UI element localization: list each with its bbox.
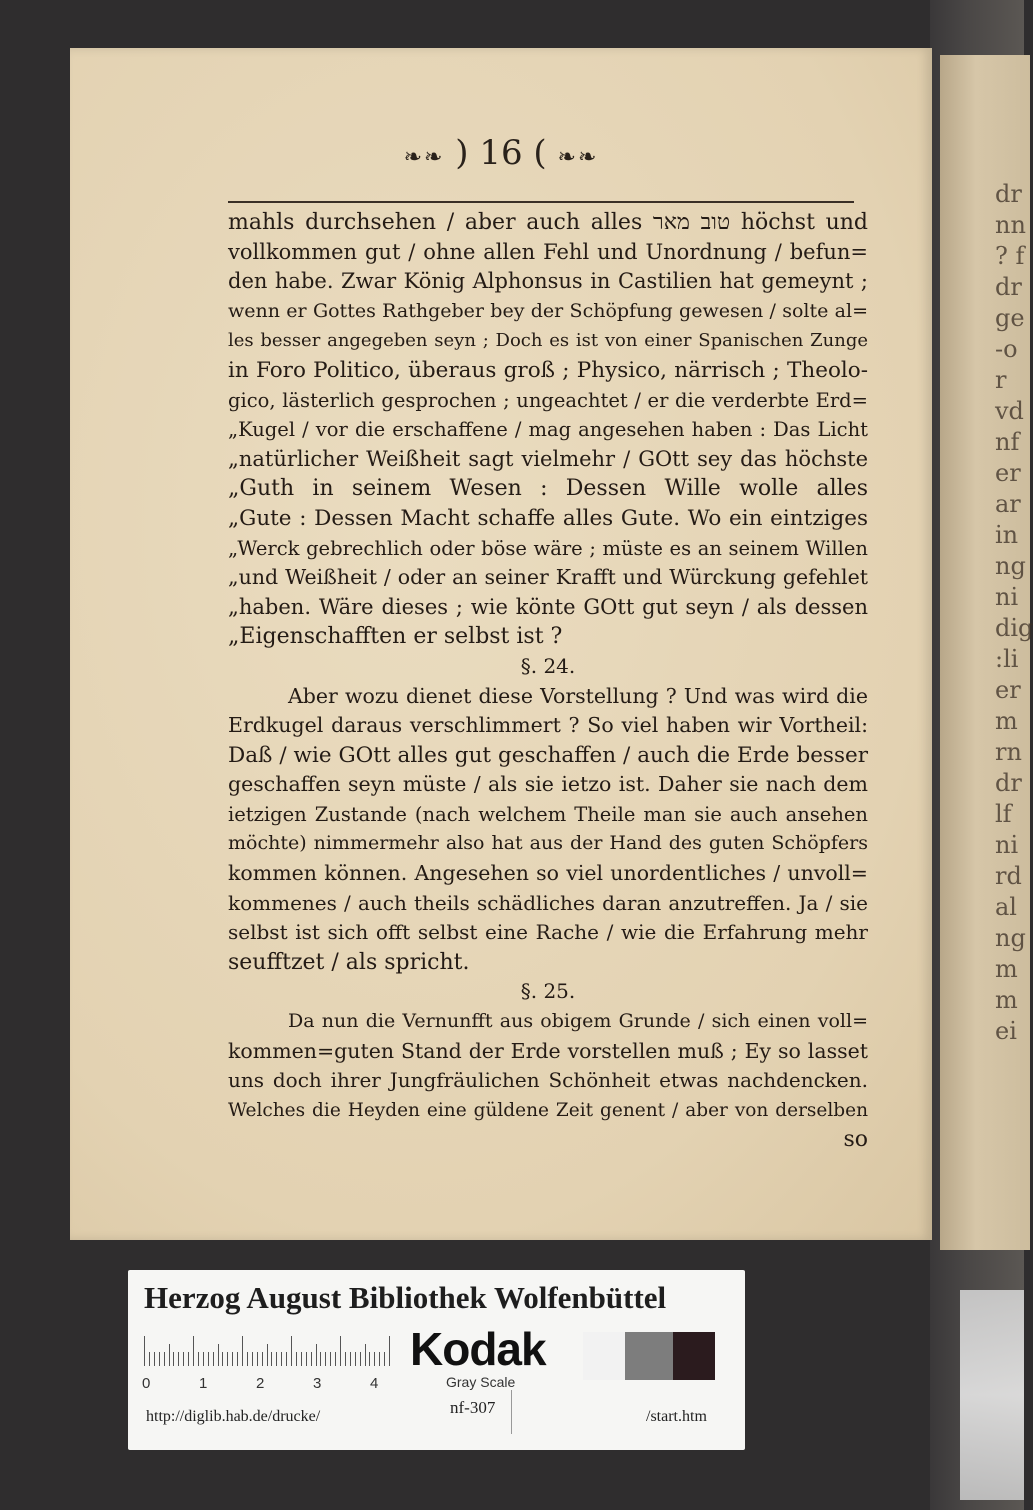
ruler-tick bbox=[335, 1352, 336, 1366]
next-page-fragment: nf bbox=[995, 428, 1020, 456]
ruler-tick bbox=[188, 1352, 189, 1366]
ruler-tick bbox=[389, 1336, 390, 1366]
ruler-tick bbox=[178, 1352, 179, 1366]
glossy-strip bbox=[960, 1290, 1024, 1500]
ruler-tick bbox=[149, 1352, 150, 1366]
next-page-fragment: ar bbox=[995, 490, 1021, 518]
ruler-tick bbox=[369, 1352, 370, 1366]
shelfmark: nf-307 bbox=[450, 1398, 496, 1417]
next-page-fragment: dr bbox=[995, 769, 1022, 797]
text-line: „haben. Wäre dieses ; wie könte GOtt gut seyn / als dessen bbox=[228, 594, 868, 619]
ruler-tick bbox=[311, 1352, 312, 1366]
header-rule bbox=[228, 201, 854, 203]
ruler-tick bbox=[301, 1352, 302, 1366]
next-page-edge bbox=[940, 55, 1033, 1250]
text-line: §. 25. bbox=[520, 979, 576, 1004]
ruler-tick bbox=[159, 1352, 160, 1366]
book-page bbox=[70, 48, 932, 1240]
ruler-tick bbox=[154, 1352, 155, 1366]
text-line: selbst ist sich offt selbst eine Rache / wie die Erfahrung mehr bbox=[228, 920, 868, 945]
text-line: vollkommen gut / ohne allen Fehl und Unordnung / befun= bbox=[228, 239, 868, 264]
ruler-tick bbox=[218, 1344, 219, 1366]
text-line: Aber wozu dienet diese Vorstellung ? Und was wird die bbox=[288, 683, 868, 708]
ruler-tick bbox=[355, 1352, 356, 1366]
ruler-tick bbox=[242, 1336, 243, 1366]
ruler-tick bbox=[252, 1352, 253, 1366]
next-page-fragment: -o bbox=[995, 335, 1018, 363]
ruler-number: 0 bbox=[142, 1375, 151, 1392]
ruler-tick bbox=[262, 1352, 263, 1366]
text-line: „Werck gebrechlich oder böse wäre ; müste es an seinem Willen bbox=[228, 536, 868, 560]
next-page-fragment: ei bbox=[995, 1017, 1017, 1045]
next-page-fragment: r bbox=[995, 366, 1007, 394]
text-line: „Kugel / vor die erschaffene / mag angesehen haben : Das Licht bbox=[228, 418, 868, 442]
ruler-number: 2 bbox=[256, 1375, 265, 1392]
next-page-fragment: nn bbox=[995, 211, 1026, 239]
ruler-tick bbox=[247, 1352, 248, 1366]
next-page-fragment: in bbox=[995, 521, 1019, 549]
ruler-tick bbox=[384, 1352, 385, 1366]
text-line: gico, lästerlich gesprochen ; ungeachtet / er die verderbte Erd= bbox=[228, 388, 868, 412]
text-line: „Guth in seinem Wesen : Dessen Wille wolle alles bbox=[228, 476, 868, 502]
ruler-tick bbox=[281, 1352, 282, 1366]
ruler-tick bbox=[345, 1352, 346, 1366]
ruler-tick bbox=[144, 1336, 145, 1366]
ruler-tick bbox=[374, 1352, 375, 1366]
text-line: Erdkugel daraus verschlimmert ? So viel haben wir Vortheil: bbox=[228, 713, 868, 738]
swatch-dark bbox=[673, 1332, 715, 1380]
next-page-fragment: m bbox=[995, 986, 1018, 1014]
ruler-tick bbox=[330, 1352, 331, 1366]
ruler-tick bbox=[237, 1352, 238, 1366]
library-name: Herzog August Bibliothek Wolfenbüttel bbox=[144, 1280, 667, 1315]
text-line: geschaffen seyn müste / als sie ietzo ist. Daher sie nach dem bbox=[228, 772, 868, 797]
gray-scale-label: Gray Scale bbox=[446, 1374, 516, 1390]
text-line: in Foro Politico, überaus groß ; Physico, närrisch ; Theolo- bbox=[228, 357, 868, 383]
ruler-tick bbox=[286, 1352, 287, 1366]
kodak-logo: Kodak bbox=[410, 1323, 546, 1375]
next-page-fragment: ge bbox=[995, 304, 1025, 332]
next-page-fragment: ng bbox=[995, 924, 1026, 952]
text-line: den habe. Zwar König Alphonsus in Castilien hat gemeynt ; bbox=[228, 269, 868, 294]
ruler-tick bbox=[325, 1352, 326, 1366]
swatch-mid bbox=[625, 1332, 673, 1380]
ruler-tick bbox=[291, 1336, 292, 1366]
text-line: wenn er Gottes Rathgeber bey der Schöpfung gewesen / solte al= bbox=[228, 299, 868, 322]
ruler-tick bbox=[379, 1352, 380, 1366]
ruler-tick bbox=[222, 1352, 223, 1366]
next-page-fragment: lf bbox=[995, 800, 1012, 828]
ruler bbox=[144, 1332, 394, 1366]
ruler-tick bbox=[183, 1352, 184, 1366]
ruler-number: 3 bbox=[313, 1375, 322, 1392]
next-page-fragment: :li bbox=[995, 645, 1019, 673]
next-page-fragment: m bbox=[995, 707, 1018, 735]
page-header: ❧❧ ) 16 ( ❧❧ bbox=[403, 133, 599, 173]
text-line: kommen können. Angesehen so viel unordentliches / unvoll= bbox=[228, 861, 868, 886]
ruler-tick bbox=[198, 1352, 199, 1366]
ruler-tick bbox=[193, 1336, 194, 1366]
next-page-fragment: rn bbox=[995, 738, 1022, 766]
url-right: /start.htm bbox=[646, 1408, 707, 1425]
text-line: Da nun die Vernunfft aus obigem Grunde / sich einen voll= bbox=[288, 1010, 868, 1033]
ruler-tick bbox=[169, 1344, 170, 1366]
text-line: les besser angegeben seyn ; Doch es ist von einer Spanischen Zunge bbox=[228, 330, 868, 352]
ruler-tick bbox=[340, 1336, 341, 1366]
text-line: §. 24. bbox=[520, 653, 576, 678]
ruler-tick bbox=[164, 1352, 165, 1366]
text-line: uns doch ihrer Jungfräulichen Schönheit etwas nachdencken. bbox=[228, 1068, 868, 1093]
ruler-tick bbox=[173, 1352, 174, 1366]
page-text bbox=[228, 208, 868, 1155]
ruler-tick bbox=[208, 1352, 209, 1366]
ruler-tick bbox=[316, 1344, 317, 1366]
ruler-tick bbox=[232, 1352, 233, 1366]
text-line: ietzigen Zustande (nach welchem Theile man sie auch ansehen bbox=[228, 802, 868, 826]
text-line: möchte) nimmermehr also hat aus der Hand des guten Schöpfers bbox=[228, 832, 868, 855]
text-line: kommenes / auch theils schädliches daran anzutreffen. Ja / sie bbox=[228, 890, 868, 915]
ruler-tick bbox=[227, 1352, 228, 1366]
text-line: Welches die Heyden eine güldene Zeit genent / aber von derselben bbox=[228, 1099, 868, 1121]
ruler-tick bbox=[306, 1352, 307, 1366]
ruler-tick bbox=[213, 1352, 214, 1366]
ruler-tick bbox=[203, 1352, 204, 1366]
ruler-tick bbox=[350, 1352, 351, 1366]
next-page-fragment: dig bbox=[995, 614, 1033, 642]
text-line: mahls durchsehen / aber auch alles טוב מאר höchst und bbox=[228, 210, 869, 235]
ruler-number: 4 bbox=[370, 1375, 379, 1392]
text-line: kommen=guten Stand der Erde vorstellen muß ; Ey so lasset bbox=[228, 1038, 868, 1063]
ornament-right-icon: ❧❧ bbox=[557, 145, 599, 170]
next-page-fragment: ni bbox=[995, 583, 1019, 611]
library-card bbox=[128, 1270, 745, 1450]
ruler-tick bbox=[257, 1352, 258, 1366]
card-divider bbox=[511, 1390, 512, 1434]
next-page-fragment: dr bbox=[995, 273, 1022, 301]
next-page-fragment: er bbox=[995, 676, 1021, 704]
text-line: seufftzet / als spricht. bbox=[228, 949, 470, 975]
next-page-fragment: rd bbox=[995, 862, 1022, 890]
ruler-tick bbox=[360, 1352, 361, 1366]
next-page-fragment: ng bbox=[995, 552, 1026, 580]
next-page-fragment: ? f bbox=[995, 242, 1025, 270]
text-line: „Eigenschafften er selbst ist ? bbox=[228, 624, 563, 650]
ornament-left-icon: ❧❧ bbox=[403, 145, 445, 170]
next-page-fragment: er bbox=[995, 459, 1021, 487]
text-line: Daß / wie GOtt alles gut geschaffen / auch die Erde besser bbox=[228, 742, 868, 768]
ruler-tick bbox=[320, 1352, 321, 1366]
catchword: so bbox=[843, 1127, 868, 1153]
ruler-tick bbox=[276, 1352, 277, 1366]
url-left: http://diglib.hab.de/drucke/ bbox=[146, 1408, 321, 1425]
ruler-tick bbox=[365, 1344, 366, 1366]
next-page-fragment: vd bbox=[995, 397, 1024, 425]
text-line: „Gute : Dessen Macht schaffe alles Gute. Wo ein eintziges bbox=[228, 505, 868, 531]
next-page-fragment: dr bbox=[995, 180, 1022, 208]
ruler-number: 1 bbox=[199, 1375, 208, 1392]
text-line: „natürlicher Weißheit sagt vielmehr / GOtt sey das höchste bbox=[228, 446, 868, 471]
next-page-fragment: ni bbox=[995, 831, 1019, 859]
page-number: 16 bbox=[479, 133, 523, 173]
ruler-tick bbox=[296, 1352, 297, 1366]
text-line: „und Weißheit / oder an seiner Krafft und Würckung gefehlet bbox=[228, 565, 868, 590]
next-page-fragment: m bbox=[995, 955, 1018, 983]
ruler-tick bbox=[271, 1352, 272, 1366]
next-page-fragment: al bbox=[995, 893, 1017, 921]
ruler-tick bbox=[267, 1344, 268, 1366]
